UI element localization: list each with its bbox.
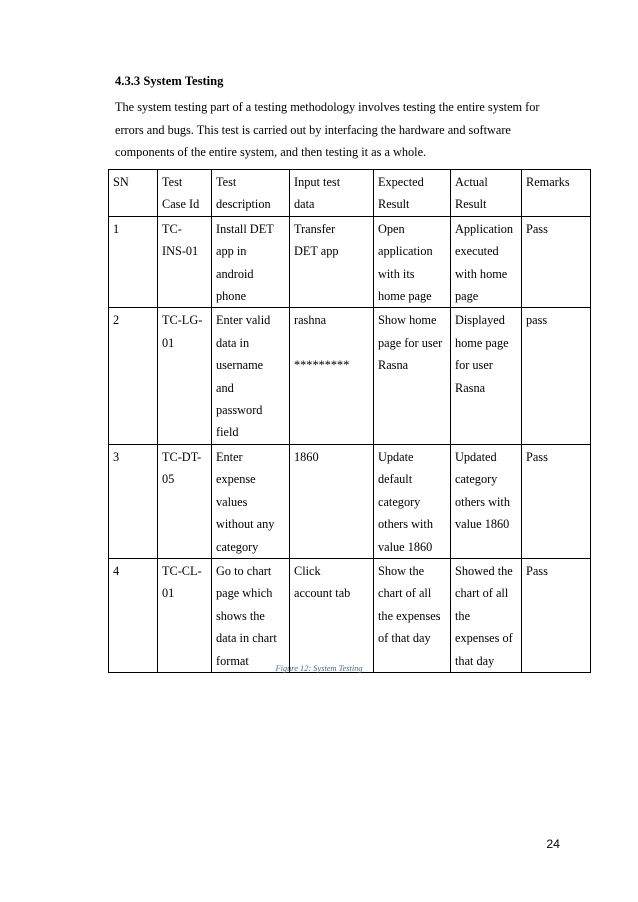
- cell-sn: 1: [109, 216, 158, 308]
- cell-expected-result: Show the chart of all the expenses of that day: [374, 558, 451, 672]
- cell-actual-result: Updated category others with value 1860: [451, 444, 522, 558]
- cell-input-test-data: 1860: [290, 444, 374, 558]
- section-paragraph: The system testing part of a testing methodology involves testing the entire system for errors and bugs. This test is carried out by interfacing the hardware and software components of the entire system, and then testing it as a whole.: [115, 100, 540, 159]
- header-actual-result: Actual Result: [451, 170, 522, 217]
- cell-test-case-id: TC-LG- 01: [158, 308, 212, 444]
- cell-expected-result: Open application with its home page: [374, 216, 451, 308]
- cell-remarks: Pass: [522, 216, 591, 308]
- cell-expected-result: Show home page for user Rasna: [374, 308, 451, 444]
- cell-input-test-data: Click account tab: [290, 558, 374, 672]
- header-test-case-id: Test Case Id: [158, 170, 212, 217]
- cell-test-description: Go to chart page which shows the data in chart format: [212, 558, 290, 672]
- header-remarks: Remarks: [522, 170, 591, 217]
- figure-caption: Figure 12: System Testing: [275, 664, 363, 673]
- page-number: 24: [546, 837, 560, 851]
- cell-actual-result: Application executed with home page: [451, 216, 522, 308]
- section-heading: 4.3.3 System Testing: [115, 74, 224, 88]
- cell-test-case-id: TC-CL- 01: [158, 558, 212, 672]
- cell-test-description: Install DET app in android phone: [212, 216, 290, 308]
- cell-sn: 4: [109, 558, 158, 672]
- cell-actual-result: Showed the chart of all the expenses of that day: [451, 558, 522, 672]
- header-expected-result: Expected Result: [374, 170, 451, 217]
- system-testing-table: [108, 169, 591, 673]
- cell-remarks: Pass: [522, 558, 591, 672]
- table-row: [109, 444, 591, 558]
- header-input-test-data: Input test data: [290, 170, 374, 217]
- cell-actual-result: Displayed home page for user Rasna: [451, 308, 522, 444]
- cell-input-test-data: Transfer DET app: [290, 216, 374, 308]
- cell-test-description: Enter valid data in username and password field: [212, 308, 290, 444]
- header-sn: SN: [109, 170, 158, 217]
- cell-test-case-id: TC-DT- 05: [158, 444, 212, 558]
- cell-test-description: Enter expense values without any category: [212, 444, 290, 558]
- table-row: [109, 558, 591, 672]
- cell-expected-result: Update default category others with value 1860: [374, 444, 451, 558]
- cell-sn: 2: [109, 308, 158, 444]
- cell-sn: 3: [109, 444, 158, 558]
- table-row: [109, 308, 591, 444]
- cell-test-case-id: TC- INS-01: [158, 216, 212, 308]
- cell-input-test-data: rashna *********: [290, 308, 374, 444]
- header-test-description: Test description: [212, 170, 290, 217]
- table-header-row: [109, 170, 591, 217]
- table-row: [109, 216, 591, 308]
- cell-remarks: Pass: [522, 444, 591, 558]
- cell-remarks: pass: [522, 308, 591, 444]
